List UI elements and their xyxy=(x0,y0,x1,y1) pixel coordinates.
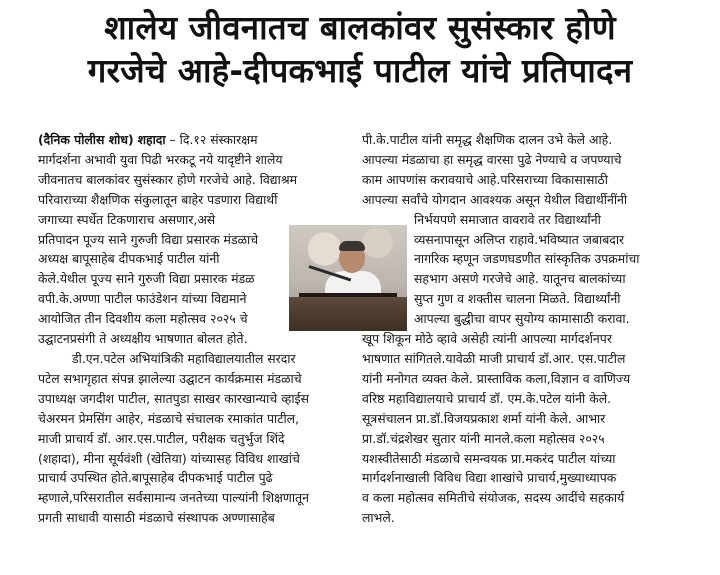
text-line: केले.येथील पूज्य साने गुरुजी विद्या प्रसारक मंडळ xyxy=(38,271,255,287)
text-line: पटेल सभागृहात संपन्न झालेल्या उद्घाटन कार्यक्रमास मंडळाचे xyxy=(38,370,302,386)
text-line: यशस्वीतेसाठी मंडळाचे समन्वयक प्रा.मकरंद पाटील यांच्या xyxy=(362,450,616,466)
dateline-line xyxy=(38,130,356,150)
text-line: आपल्या मंडळाचा हा समृद्ध वारसा पुढे नेण्याचे व जपण्याचे xyxy=(362,151,622,167)
text-line: खूप शिकून मोठे व्हावे असेही त्यांनी आपल्या मार्गदर्शनपर xyxy=(362,331,612,347)
text-line: काम आपणांस करावयाचे आहे.परिसराच्या विकासासाठी xyxy=(362,171,608,187)
text-line: उद्घाटनप्रसंगी ते अध्यक्षीय भाषणात बोलत होते. xyxy=(38,331,248,347)
text-line: डी.एन.पटेल अभियांत्रिकी महाविद्यालयातील सरदार xyxy=(72,350,296,366)
text-line: सूत्रसंचालन प्रा.डॉ.विजयप्रकाश शर्मा यांनी केले. आभार xyxy=(362,410,606,426)
text-line: जीवनातच बालकांवर सुसंस्कार होणे गरजेचे आहे. विद्याश्रम xyxy=(38,171,298,187)
text-line: माजी प्राचार्य डॉ. आर.एस.पाटील, परीक्षक चतुर्भुज शिंदे xyxy=(38,430,285,446)
text-line: वरिष्ठ महाविद्यालयाचे प्राचार्य डॉ. एम.के.पटेल यांनी केले. xyxy=(362,390,612,406)
speaker-hair xyxy=(339,241,365,251)
text-line: यांनी मनोगत व्यक्त केले. प्रास्ताविक कला,विज्ञान व वाणिज्य xyxy=(362,370,631,386)
text-line: प्रतिपादन पूज्य साने गुरुजी विद्या प्रसारक मंडळाचे xyxy=(38,231,259,247)
text-line: व कला महोत्सव समितीचे संयोजक, सदस्य आदींचे सहकार्य xyxy=(362,490,625,506)
dateline-source: (दैनिक पोलीस शोध) xyxy=(38,132,134,147)
text-line: लाभले. xyxy=(362,510,395,526)
headline-line-1: शालेय जीवनातच बालकांवर सुसंस्कार होणे xyxy=(104,8,616,47)
text-line: प्रगती साधावी यासाठी मंडळाचे संस्थापक अण्णासाहेब xyxy=(38,510,275,526)
text-line: (शहादा), मीना सूर्यवंशी (खेतिया) यांच्यासह विविध शाखांचे xyxy=(38,450,300,466)
text-line: वपी.के.अण्णा पाटील फाउंडेशन यांच्या विद्यमाने xyxy=(38,291,247,307)
text-line: प्रा.डॉ.चंद्रशेखर सुतार यांनी मानले.कला महोत्सव २०२५ xyxy=(362,430,605,446)
text-line: जगाच्या स्पर्धेत टिकणाराच असणार,असे xyxy=(38,211,216,227)
speaker-photo xyxy=(289,225,407,331)
text-line: आपल्या बुद्धीचा वापर सुयोग्य कामासाठी करावा. xyxy=(414,311,630,327)
text-line: निर्भयपणे समाजात वावरावे तर विद्यार्थ्यांनी xyxy=(414,211,601,227)
text-line: परिवाराच्या शैक्षणिक संकुलातून बाहेर पडणारा विद्यार्थी xyxy=(38,191,278,207)
text-line: मार्गदर्शना अभावी युवा पिढी भरकटू नये यादृष्टीने शालेय xyxy=(38,151,283,167)
right-column xyxy=(362,130,688,528)
text-line: नागरिक म्हणून जडणघडणीत सांस्कृतिक उपक्रमांचा xyxy=(414,251,640,267)
dateline-place: शहादा xyxy=(137,132,166,147)
paragraph-3 xyxy=(362,130,688,528)
text-line: सहभाग असणे गरजेचे आहे. यातूनच बालकांच्या xyxy=(414,271,626,287)
text-line: अध्यक्ष बापूसाहेब दीपकभाई पाटील यांनी xyxy=(38,251,220,267)
text-line: व्यसनापासून अलिप्त राहावे.भविष्यात जबाबदार xyxy=(414,231,625,247)
headline-line-2: गरजेचे आहे-दीपकभाई पाटील यांचे प्रतिपादन xyxy=(87,51,633,90)
text-line: म्हणाले,परिसरातील सर्वसामान्य जनतेच्या पाल्यांनी शिक्षणातून xyxy=(38,490,309,506)
text-line: सुप्त गुण व शक्तीस चालना मिळते. विद्यार्थ्यांनी xyxy=(414,291,621,307)
text-line: चेअरमन प्रेमसिंग आहेर, मंडळाचे संचालक रमाकांत पाटील, xyxy=(38,410,300,426)
text-line: पी.के.पाटील यांनी समृद्ध शैक्षणिक दालन उभे केले आहे. xyxy=(362,132,613,147)
text-line: भाषणात सांगितले.यावेळी माजी प्राचार्य डॉ.आर. एस.पाटील xyxy=(362,350,626,366)
headline xyxy=(0,6,720,92)
text-line: प्राचार्य उपस्थित होते.बापूसाहेब दीपकभाई पाटील पुढे xyxy=(38,470,273,486)
text-line: – दि.१२ संस्कारक्षम xyxy=(165,132,258,147)
text-line: उपाध्यक्ष जगदीश पाटील, सातपुडा साखर कारखान्याचे व्हाईस xyxy=(38,390,310,406)
paragraph-2 xyxy=(38,349,356,528)
text-line: मार्गदर्शनाखाली विविध विद्या शाखांचे प्राचार्य,मुख्याध्यापक xyxy=(362,470,617,486)
podium xyxy=(289,297,407,331)
text-line: आपल्या सर्वांचे योगदान आवश्यक असून येथील विद्यार्थीनींनी xyxy=(362,191,628,207)
text-line: आयोजित तीन दिवशीय कला महोत्सव २०२५ चे xyxy=(38,311,248,327)
